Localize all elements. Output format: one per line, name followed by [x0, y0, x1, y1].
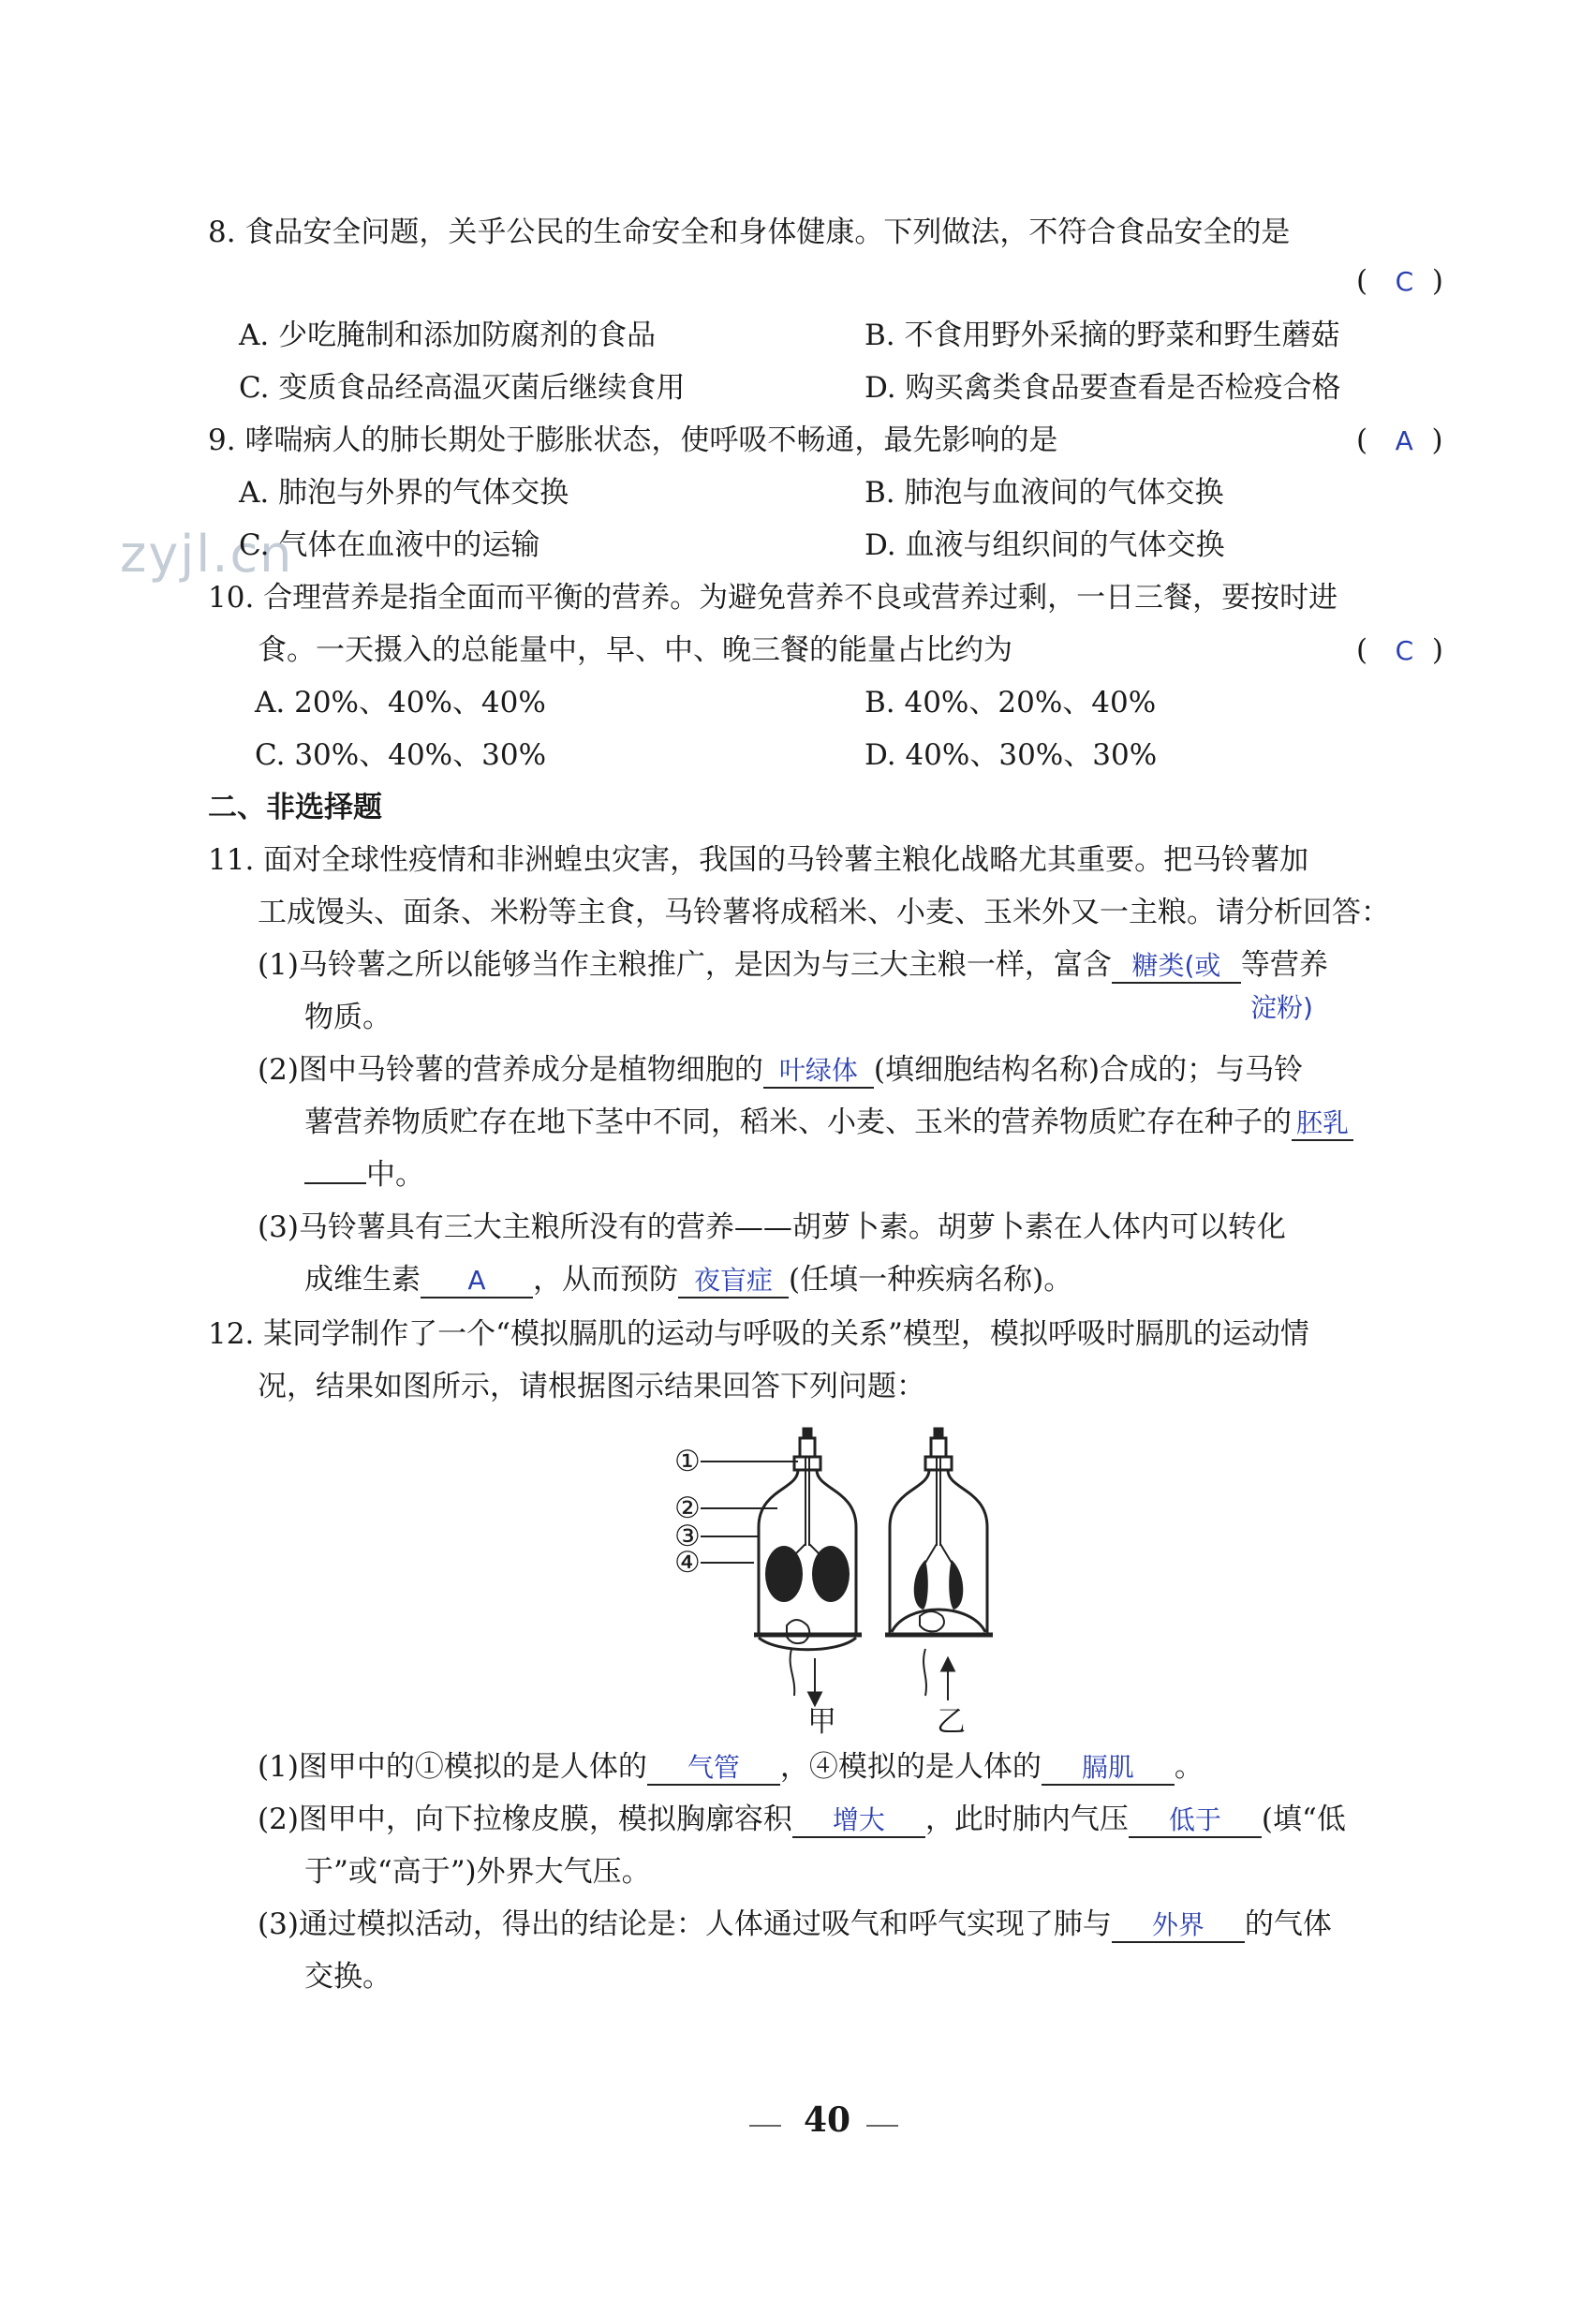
q12-part1-text-c: 。	[1174, 1750, 1204, 1784]
q11-part2-text-b: (填细胞结构名称)合成的；与马铃	[873, 1053, 1304, 1087]
q12-part3-line2: 交换。	[304, 1960, 392, 1994]
bell-jar-diagram	[665, 1424, 1077, 1733]
q11-part2-line1	[258, 1051, 1303, 1089]
q11-part1-blank	[1112, 949, 1241, 984]
q12-part2-line2: 于”或“高于”)外界大气压。	[304, 1855, 651, 1889]
q11-part3-text-d: (任填一种疾病名称)。	[789, 1263, 1073, 1297]
figure-caption-right: 乙	[937, 1705, 966, 1739]
q12-part3-text-a: (3)通过模拟活动，得出的结论是：人体通过吸气和呼气实现了肺与	[258, 1907, 1112, 1941]
q8-option-d: D. 购买禽类食品要查看是否检疫合格	[864, 371, 1341, 405]
q9-option-a: A. 肺泡与外界的气体交换	[239, 476, 569, 510]
q12-part2-text-b: ，此时肺内气压	[924, 1803, 1129, 1836]
q12-stem-line1: 12. 某同学制作了一个“模拟膈肌的运动与呼吸的关系”模型，模拟呼吸时膈肌的运动情	[208, 1317, 1309, 1351]
q10-option-c: C. 30%、40%、30%	[255, 738, 547, 772]
q11-part2-text-d: 中。	[366, 1158, 424, 1192]
q12-part3-line1	[258, 1906, 1332, 1943]
q11-part2-line3	[304, 1156, 424, 1194]
q9-option-b: B. 肺泡与血液间的气体交换	[864, 476, 1224, 510]
page-number-dash-right	[866, 2125, 898, 2127]
q8-option-c: C. 变质食品经高温灭菌后继续食用	[239, 371, 686, 405]
figure-label-1: ①	[674, 1445, 701, 1478]
q11-part1-line1	[258, 946, 1328, 984]
q10-option-a: A. 20%、40%、40%	[255, 686, 546, 720]
q12-part1-answer-2: 膈肌	[1081, 1752, 1134, 1783]
q11-part1-line2: 物质。	[304, 1001, 392, 1034]
q9-answer-paren: ( A )	[1356, 423, 1443, 457]
q12-part3-text-b: 的气体	[1244, 1907, 1332, 1941]
q10-stem-line2: 食。一天摄入的总能量中，早、中、晚三餐的能量占比约为	[258, 633, 1012, 667]
q11-part1-text-b: 等营养	[1240, 948, 1328, 982]
q11-part2-text-a: (2)图中马铃薯的营养成分是植物细胞的	[258, 1053, 763, 1087]
q8-option-b: B. 不食用野外采摘的野菜和野生蘑菇	[864, 319, 1340, 352]
q12-part2-answer-2: 低于	[1168, 1804, 1221, 1835]
q11-part2-answer-1: 叶绿体	[778, 1055, 858, 1086]
q11-part1-answer-2: 淀粉)	[1250, 992, 1313, 1023]
page-number-dash-left	[749, 2125, 781, 2127]
q11-part3-answer-1: A	[467, 1265, 486, 1296]
q11-part3-answer-2: 夜盲症	[693, 1265, 773, 1296]
q11-part3-line1: (3)马铃薯具有三大主粮所没有的营养——胡萝卜素。胡萝卜素在人体内可以转化	[258, 1210, 1286, 1244]
q11-part2-answer-2: 胚乳	[1295, 1107, 1349, 1138]
watermark: zyjl.cn	[120, 525, 294, 584]
q8-answer-paren: ( C )	[1356, 264, 1444, 298]
q10-answer: C	[1395, 635, 1414, 666]
q12-part2-blank-1	[792, 1803, 925, 1838]
q8-answer: C	[1395, 266, 1414, 297]
q12-part1-blank-1	[647, 1751, 780, 1786]
q12-stem-line2: 况，结果如图所示，请根据图示结果回答下列问题：	[258, 1370, 925, 1403]
q12-part1-blank-2	[1042, 1751, 1175, 1786]
q8-option-a: A. 少吃腌制和添加防腐剂的食品	[239, 319, 657, 352]
q11-part2-blank-tail	[304, 1182, 366, 1184]
q11-part2-line2	[304, 1104, 1353, 1141]
figure-label-4: ④	[674, 1546, 701, 1580]
q11-part1-answer-1: 糖类(或	[1131, 950, 1221, 981]
q12-part3-answer: 外界	[1151, 1909, 1204, 1940]
q9-answer: A	[1395, 425, 1413, 456]
q12-part2-blank-2	[1129, 1803, 1262, 1838]
q11-part1-text-a: (1)马铃薯之所以能够当作主粮推广，是因为与三大主粮一样，富含	[258, 948, 1112, 982]
q11-part2-blank-1	[763, 1054, 874, 1089]
q11-part3-blank-2	[678, 1264, 789, 1298]
q12-part2-line1	[258, 1801, 1346, 1838]
q10-answer-paren: ( C )	[1356, 633, 1444, 667]
q11-part3-line2	[304, 1261, 1072, 1298]
q11-part3-text-c: ，从而预防	[533, 1263, 678, 1297]
q9-option-d: D. 血液与组织间的气体交换	[864, 528, 1225, 562]
figure-label-2: ②	[674, 1491, 701, 1525]
page-number: 40	[804, 2100, 851, 2140]
figure-caption-left: 甲	[807, 1705, 836, 1739]
q8-stem: 8. 食品安全问题，关乎公民的生命安全和身体健康。下列做法，不符合食品安全的是	[208, 215, 1291, 249]
q10-option-d: D. 40%、30%、30%	[864, 738, 1158, 772]
q9-stem: 9. 哮喘病人的肺长期处于膨胀状态，使呼吸不畅通，最先影响的是	[208, 423, 1058, 457]
q12-part2-text-a: (2)图甲中，向下拉橡皮膜，模拟胸廓容积	[258, 1803, 792, 1836]
figure-label-3: ③	[674, 1520, 701, 1553]
q12-part2-text-c: (填“低	[1261, 1803, 1346, 1836]
q12-part1-text-b: ，④模拟的是人体的	[779, 1750, 1042, 1784]
q12-part3-blank	[1112, 1908, 1245, 1943]
q12-part1-answer-1: 气管	[687, 1752, 740, 1783]
q10-stem-line1: 10. 合理营养是指全面而平衡的营养。为避免营养不良或营养过剩，一日三餐，要按时进	[208, 581, 1338, 615]
q9-option-c: C. 气体在血液中的运输	[239, 528, 540, 562]
q11-stem-line2: 工成馒头、面条、米粉等主食，马铃薯将成稻米、小麦、玉米外又一主粮。请分析回答：	[258, 896, 1390, 929]
q11-part3-text-b: 成维生素	[304, 1263, 421, 1297]
q11-part3-blank-1	[421, 1264, 533, 1298]
q11-stem-line1: 11. 面对全球性疫情和非洲蝗虫灾害，我国的马铃薯主粮化战略尤其重要。把马铃薯加	[208, 843, 1309, 877]
q11-part2-blank-2	[1292, 1106, 1353, 1141]
q11-part2-text-c: 薯营养物质贮存在地下茎中不同，稻米、小麦、玉米的营养物质贮存在种子的	[304, 1105, 1292, 1139]
q10-option-b: B. 40%、20%、40%	[864, 686, 1157, 720]
section-heading: 二、非选择题	[208, 791, 382, 824]
q12-part1	[258, 1748, 1204, 1786]
q12-part1-text-a: (1)图甲中的①模拟的是人体的	[258, 1750, 647, 1784]
q12-part2-answer-1: 增大	[832, 1804, 885, 1835]
